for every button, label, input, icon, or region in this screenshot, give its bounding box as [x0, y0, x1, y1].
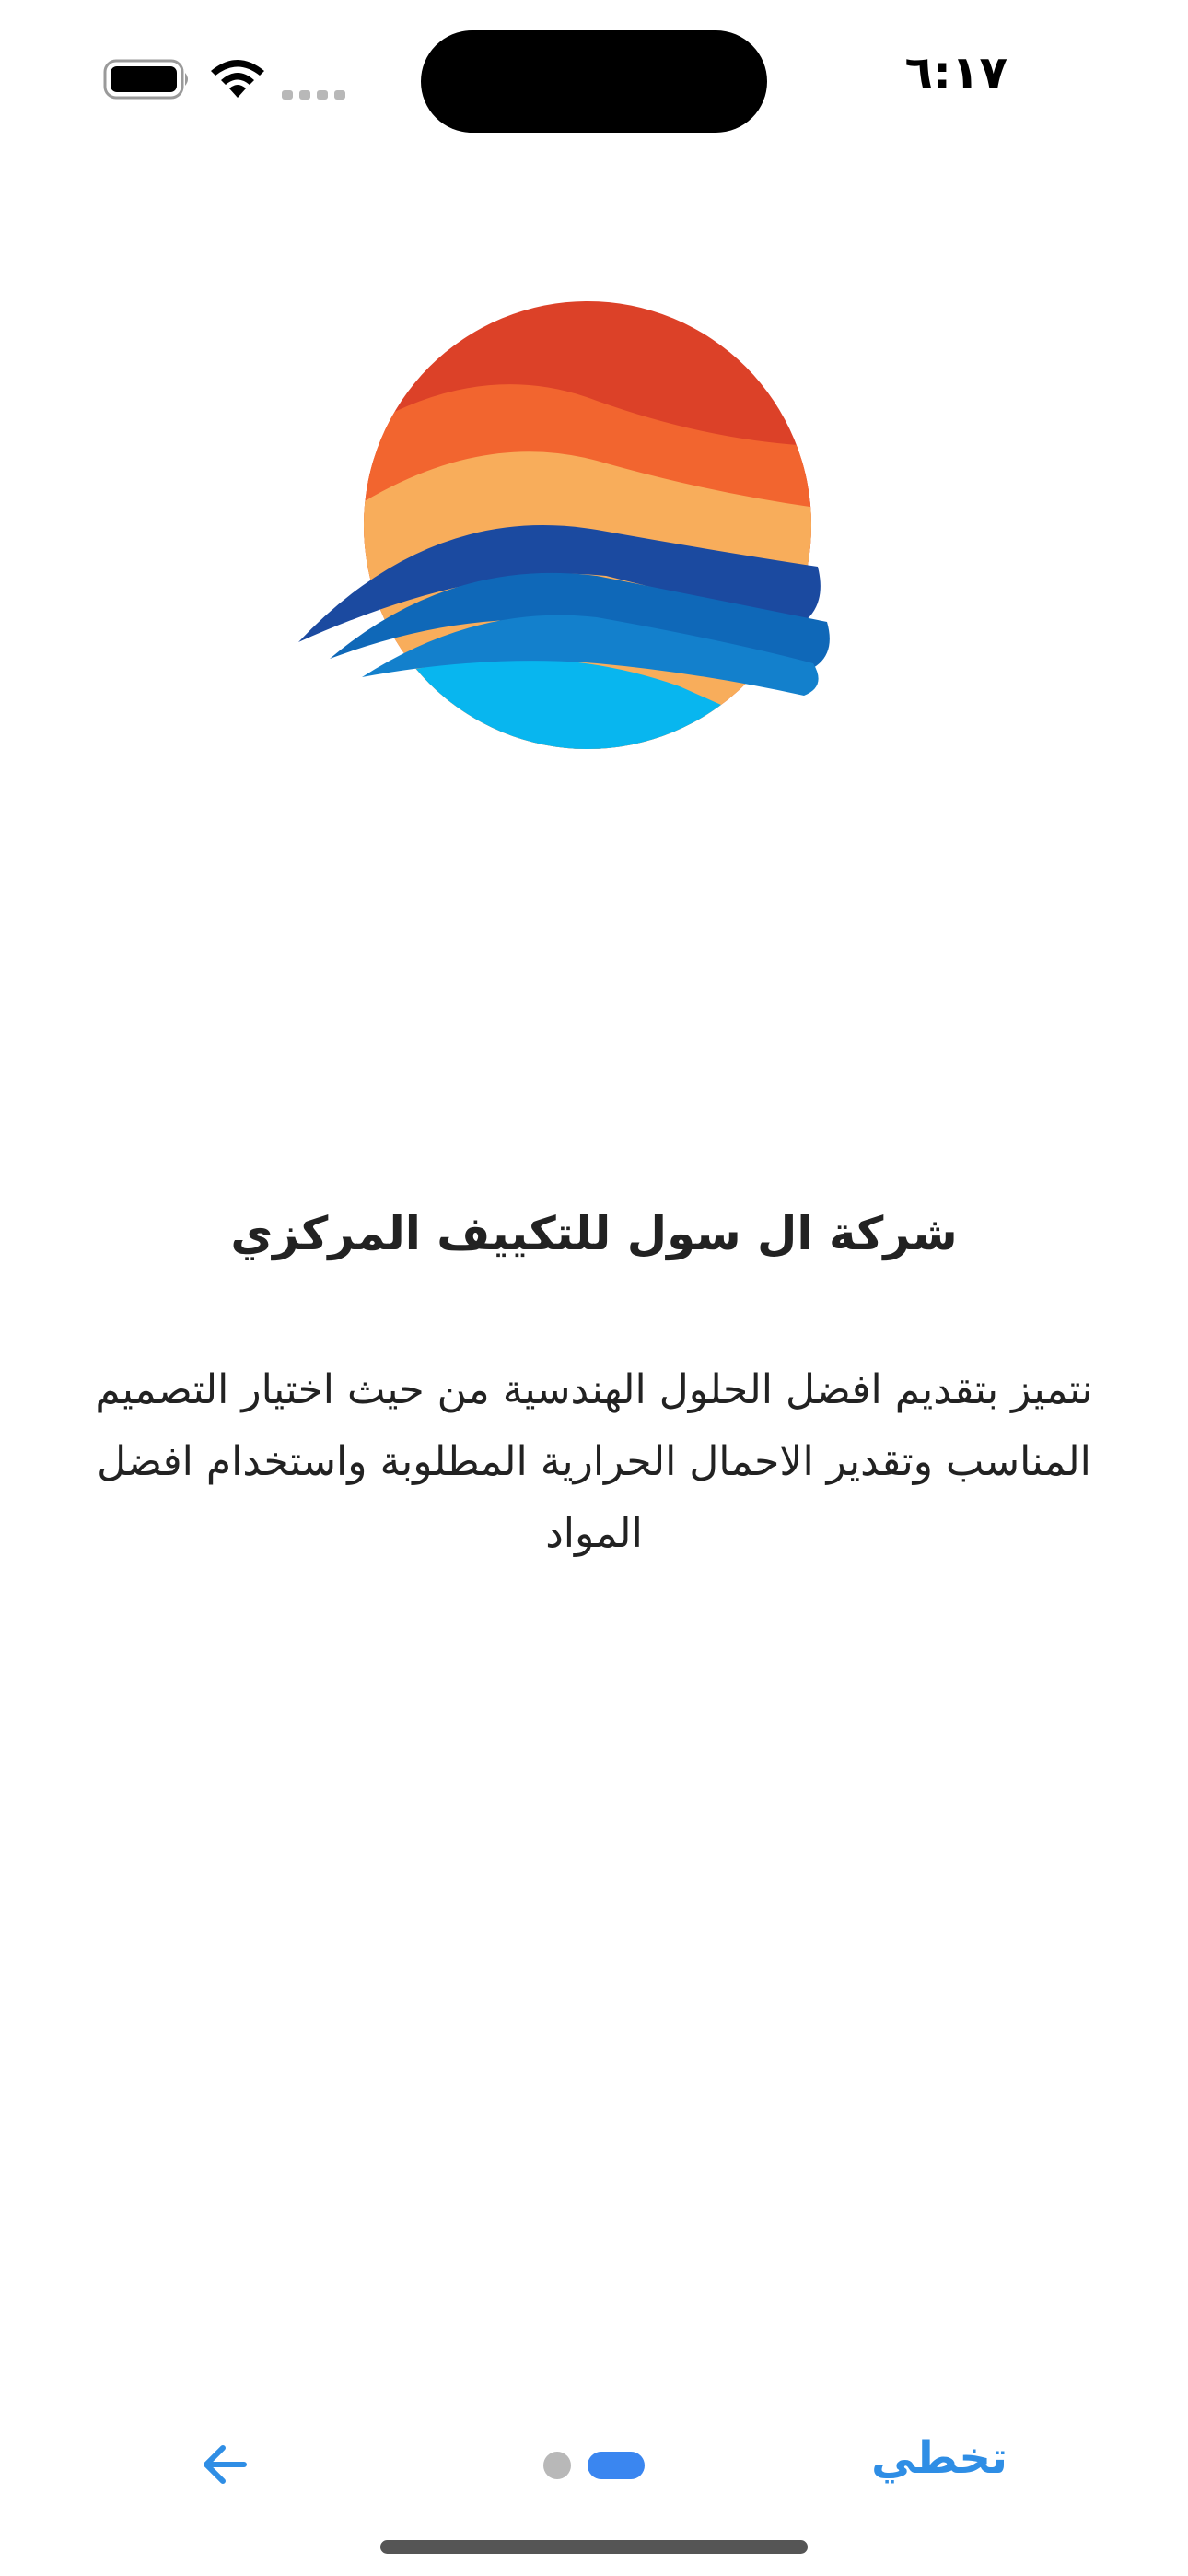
skip-button[interactable]: تخطي [871, 2432, 1007, 2484]
sun-waves-logo-icon [293, 299, 891, 760]
page-indicator-dot-1[interactable] [543, 2452, 571, 2479]
cellular-signal-icon [282, 88, 348, 100]
arrow-left-icon[interactable] [198, 2437, 253, 2492]
home-indicator[interactable] [380, 2540, 808, 2554]
description-text [46, 1354, 1142, 1570]
wifi-icon [208, 55, 267, 101]
description-line-1: نتميز بتقديم افضل الحلول الهندسية من حيث اختيار التصميم [95, 1366, 1093, 1413]
description-line-2: المناسب وتقدير الاحمال الحرارية المطلوبة واستخدام افضل المواد [97, 1438, 1091, 1557]
page-title: شركة ال سول للتكييف المركزي [230, 1207, 958, 1260]
status-bar [0, 0, 1188, 157]
battery-full-icon [103, 58, 192, 100]
page-indicator-dot-2-active[interactable] [588, 2452, 645, 2479]
status-time: ٦:١٧ [904, 46, 1007, 100]
dynamic-island [421, 30, 767, 133]
